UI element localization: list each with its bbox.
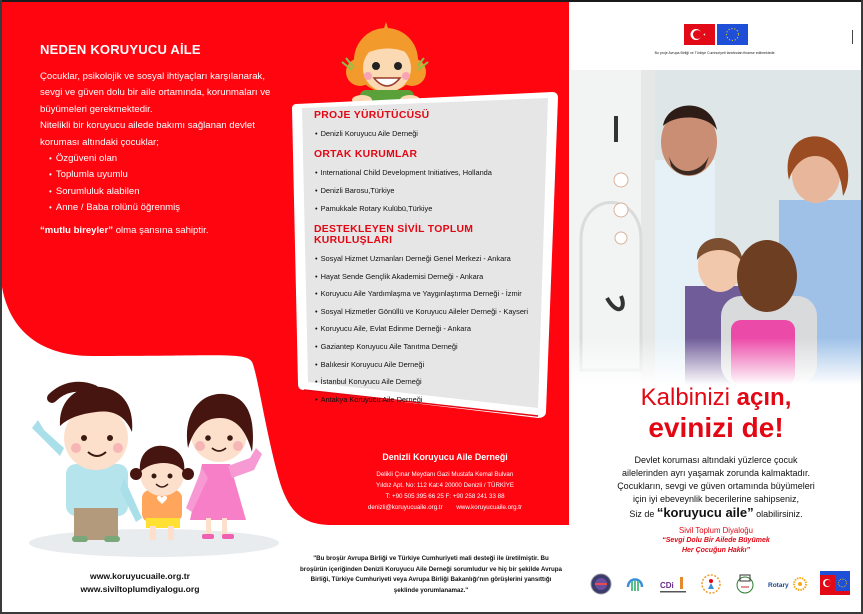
section-title: NEDEN KORUYUCU AİLE — [40, 42, 201, 57]
contact-org-name: Denizli Koruyucu Aile Derneği — [382, 452, 508, 462]
campaign-tagline — [572, 526, 860, 556]
tr-eu-logo-icon — [820, 571, 850, 597]
address-line: Delikli Çınar Meydanı Gazi Mustafa Kemal Bulvarı — [376, 471, 514, 478]
father-figure — [32, 387, 142, 542]
closing-bold: “mutlu bireyler” — [40, 224, 114, 236]
headline-regular: Kalbinizi — [640, 384, 737, 411]
address-line: Yıldız Apt. No: 112 Kat:4 20000 Denizli / TÜRKİYE — [375, 482, 515, 489]
partners-heading: ORTAK KURUMLAR — [314, 149, 418, 160]
family-illustration — [24, 368, 284, 558]
body-line: ailelerinden ayrı yaşamak zorunda kalmaktadır. — [621, 468, 811, 478]
trait-item: • Toplumla uyumlu — [49, 167, 280, 183]
svg-text:Rotary: Rotary — [768, 582, 789, 589]
organization-item: • Koruyucu Aile Yardımlaşma ve Yaygınlaştırma Derneği - İzmir — [314, 288, 554, 306]
websites-block — [40, 570, 240, 595]
supporters-heading: DESTEKLEYEN SİVİL TOPLUM KURULUŞLARI — [314, 224, 474, 246]
body-post: olabilirsiniz. — [753, 509, 803, 519]
funding-caption: Bu proje Avrupa Birliği ve Türkiye Cumhuriyeti tarafından finanse edilmektedir. — [654, 51, 776, 55]
organizations-board — [314, 107, 554, 411]
partners-list — [314, 167, 554, 221]
turkey-flag-icon — [684, 24, 715, 45]
family-at-door-photo — [571, 70, 861, 385]
closing-sentence — [40, 223, 280, 239]
svg-text:CDi: CDi — [660, 581, 674, 590]
headline-bold: açın, — [736, 384, 792, 411]
body-pre: Siz de — [629, 509, 657, 519]
eu-disclaimer: "Bu broşür Avrupa Birliği ve Türkiye Cumhuriyeti mali desteği ile üretilmiştir. Bu broşürün içeriğinden Denizli Koruyucu Aile Derneği sorumludur ve hiç bir şekilde Avrupa Birliği, Türkiye Cumhuriyeti veya Avrupa Birliği Bakanlığı'nın görüşlerini yansıttığı şeklinde yorumlanamaz." — [300, 555, 562, 594]
mother-figure — [186, 394, 262, 539]
icdi-logo-icon — [658, 573, 688, 595]
organization-item: • Koruyucu Aile, Evlat Edinme Derneği - Ankara — [314, 323, 554, 341]
phone-fax: T: +90 505 395 66 25 F: +90 258 241 33 88 — [385, 493, 505, 500]
organization-item: • İstanbul Koruyucu Aile Derneği — [314, 376, 554, 394]
tagline-quote: Her Çocuğun Hakkı” — [681, 547, 751, 554]
organization-item: • Balıkesir Koruyucu Aile Derneği — [314, 359, 554, 377]
website-link[interactable]: www.koruyucuaile.org.tr — [90, 571, 190, 581]
website-link[interactable]: www.koruyucuaile.org.tr — [456, 504, 523, 511]
organization-item: • Sosyal Hizmetler Gönüllü ve Koruyucu Aileler Derneği - Kayseri — [314, 306, 554, 324]
organization-item: • Denizli Koruyucu Aile Derneği — [314, 128, 554, 146]
eu-flag-icon — [717, 24, 748, 45]
headline-line-1 — [572, 384, 860, 412]
body-line: Devlet koruması altındaki yüzlerce çocuk — [634, 455, 798, 465]
baro-logo-icon — [734, 573, 756, 595]
tagline-quote: “Sevgi Dolu Bir Ailede Büyümek — [662, 537, 770, 544]
organization-item: • Hayat Sende Gençlik Akademisi Derneği - Ankara — [314, 271, 554, 289]
organization-item: • International Child Development Initiatives, Hollanda — [314, 167, 554, 185]
closing-rest: olma şansına sahiptir. — [113, 224, 209, 236]
intro-paragraph: Çocuklar, psikolojik ve sosyal ihtiyaçları karşılanarak, sevgi ve güven dolu bir aile ortamında, korunmaları ve büyümeleri gerekmektedir. — [40, 71, 271, 115]
hayat-sende-logo-icon — [624, 573, 646, 595]
body-line: Çocukların, sevgi ve güven ortamında büyümeleri — [617, 481, 815, 491]
children-paragraph: Nitelikli bir koruyucu ailede bakımı sağlanan devlet koruması altındaki çocuklar; — [40, 120, 255, 148]
main-headline — [572, 384, 860, 444]
organization-item: • Antakya Koruyucu Aile Derneği — [314, 394, 554, 412]
body-line-last — [572, 506, 860, 521]
tr-eu-flags — [684, 24, 748, 45]
organization-item: • Pamukkale Rotary Kulübü,Türkiye — [314, 203, 554, 221]
trait-item: • Özgüveni olan — [49, 151, 280, 167]
headline-line-2: evinizi de! — [648, 412, 784, 443]
koruyucu-aile-logo-icon — [700, 573, 722, 595]
website-link[interactable]: www.siviltoplumdiyalogu.org — [80, 583, 200, 594]
project-executor-heading: PROJE YÜRÜTÜCÜSÜ — [314, 110, 430, 121]
traits-list — [49, 151, 280, 217]
supporters-list — [314, 253, 554, 411]
body-line: için iyi ebeveynlik becerilerine sahipseniz, — [632, 494, 800, 504]
tagline-title: Sivil Toplum Diyaloğu — [679, 526, 753, 535]
project-executor-list — [314, 128, 554, 146]
call-to-action-text — [572, 454, 860, 521]
shu-dernegi-logo-icon — [590, 573, 612, 595]
contact-web-row — [340, 502, 550, 513]
organization-item: • Gaziantep Koruyucu Aile Tanıtma Derneği — [314, 341, 554, 359]
why-foster-family-section — [40, 42, 280, 239]
organization-item: • Sosyal Hizmet Uzmanları Derneği Genel Merkezi - Ankara — [314, 253, 554, 271]
email-link[interactable]: denizli@koruyucuaile.org.tr — [367, 504, 443, 511]
rotary-logo-icon — [768, 573, 808, 595]
trait-item: • Sorumluluk alabilen — [49, 184, 280, 200]
trait-item: • Anne / Baba rolünü öğrenmiş — [49, 200, 280, 216]
contact-block — [340, 452, 550, 513]
organization-item: • Denizli Barosu,Türkiye — [314, 185, 554, 203]
partner-logos — [590, 568, 850, 600]
body-emphasis: “koruyucu aile” — [656, 505, 754, 520]
child-figure — [130, 446, 194, 540]
fold-mark — [852, 30, 853, 44]
